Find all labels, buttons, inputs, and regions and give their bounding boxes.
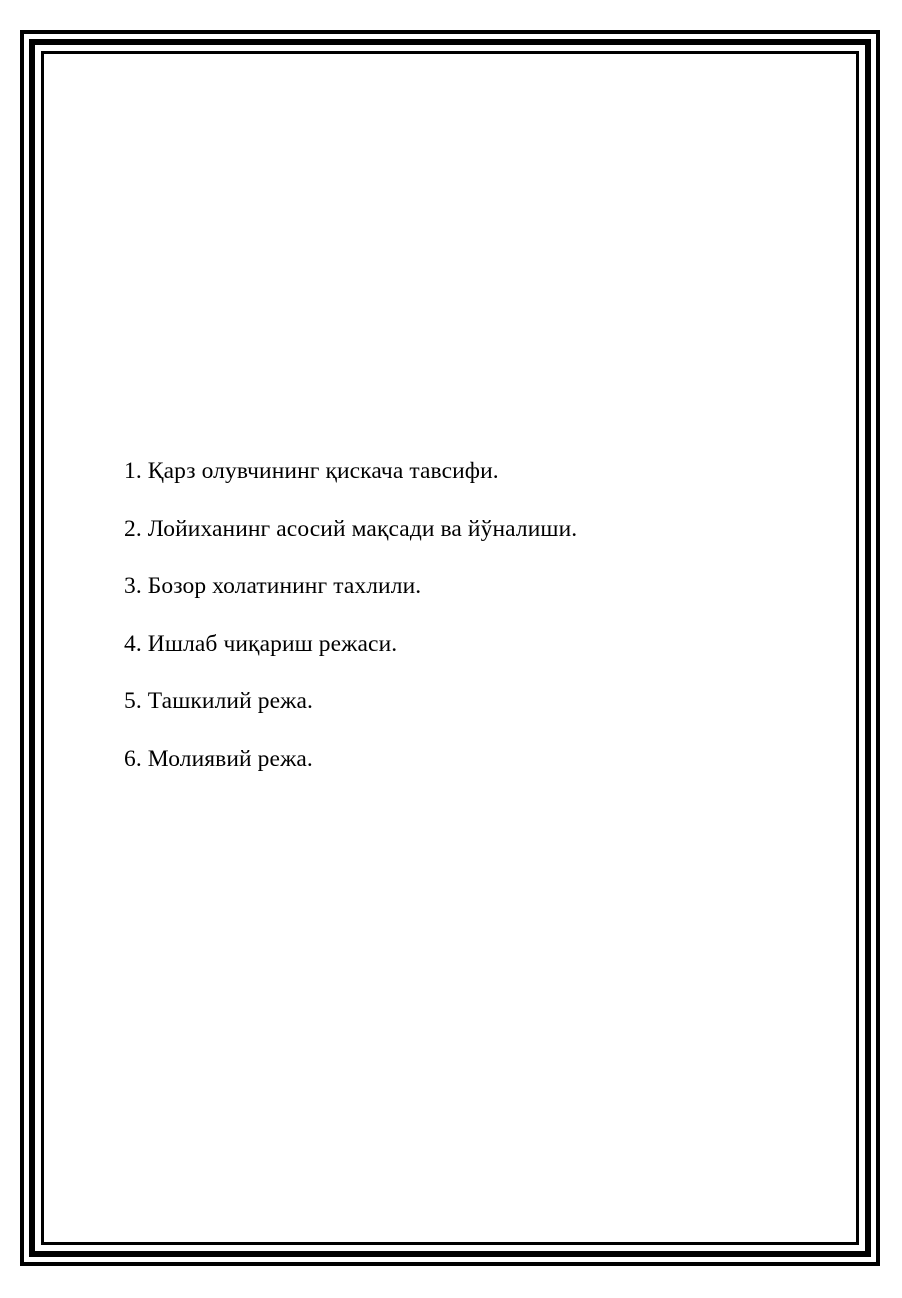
document-content-area	[44, 54, 856, 1242]
list-item: 3. Бозор холатининг тахлили.	[124, 573, 422, 599]
list-item: 2. Лойиханинг асосий мақсади ва йўналиши.	[124, 515, 578, 542]
list-item: 4. Ишлаб чиқариш режаси.	[124, 630, 398, 657]
numbered-list	[124, 460, 824, 771]
list-item: 5. Ташкилий режа.	[124, 688, 313, 714]
list-item: 1. Қарз олувчининг қискача тавсифи.	[124, 458, 499, 484]
list-item: 6. Молиявий режа.	[124, 745, 313, 772]
